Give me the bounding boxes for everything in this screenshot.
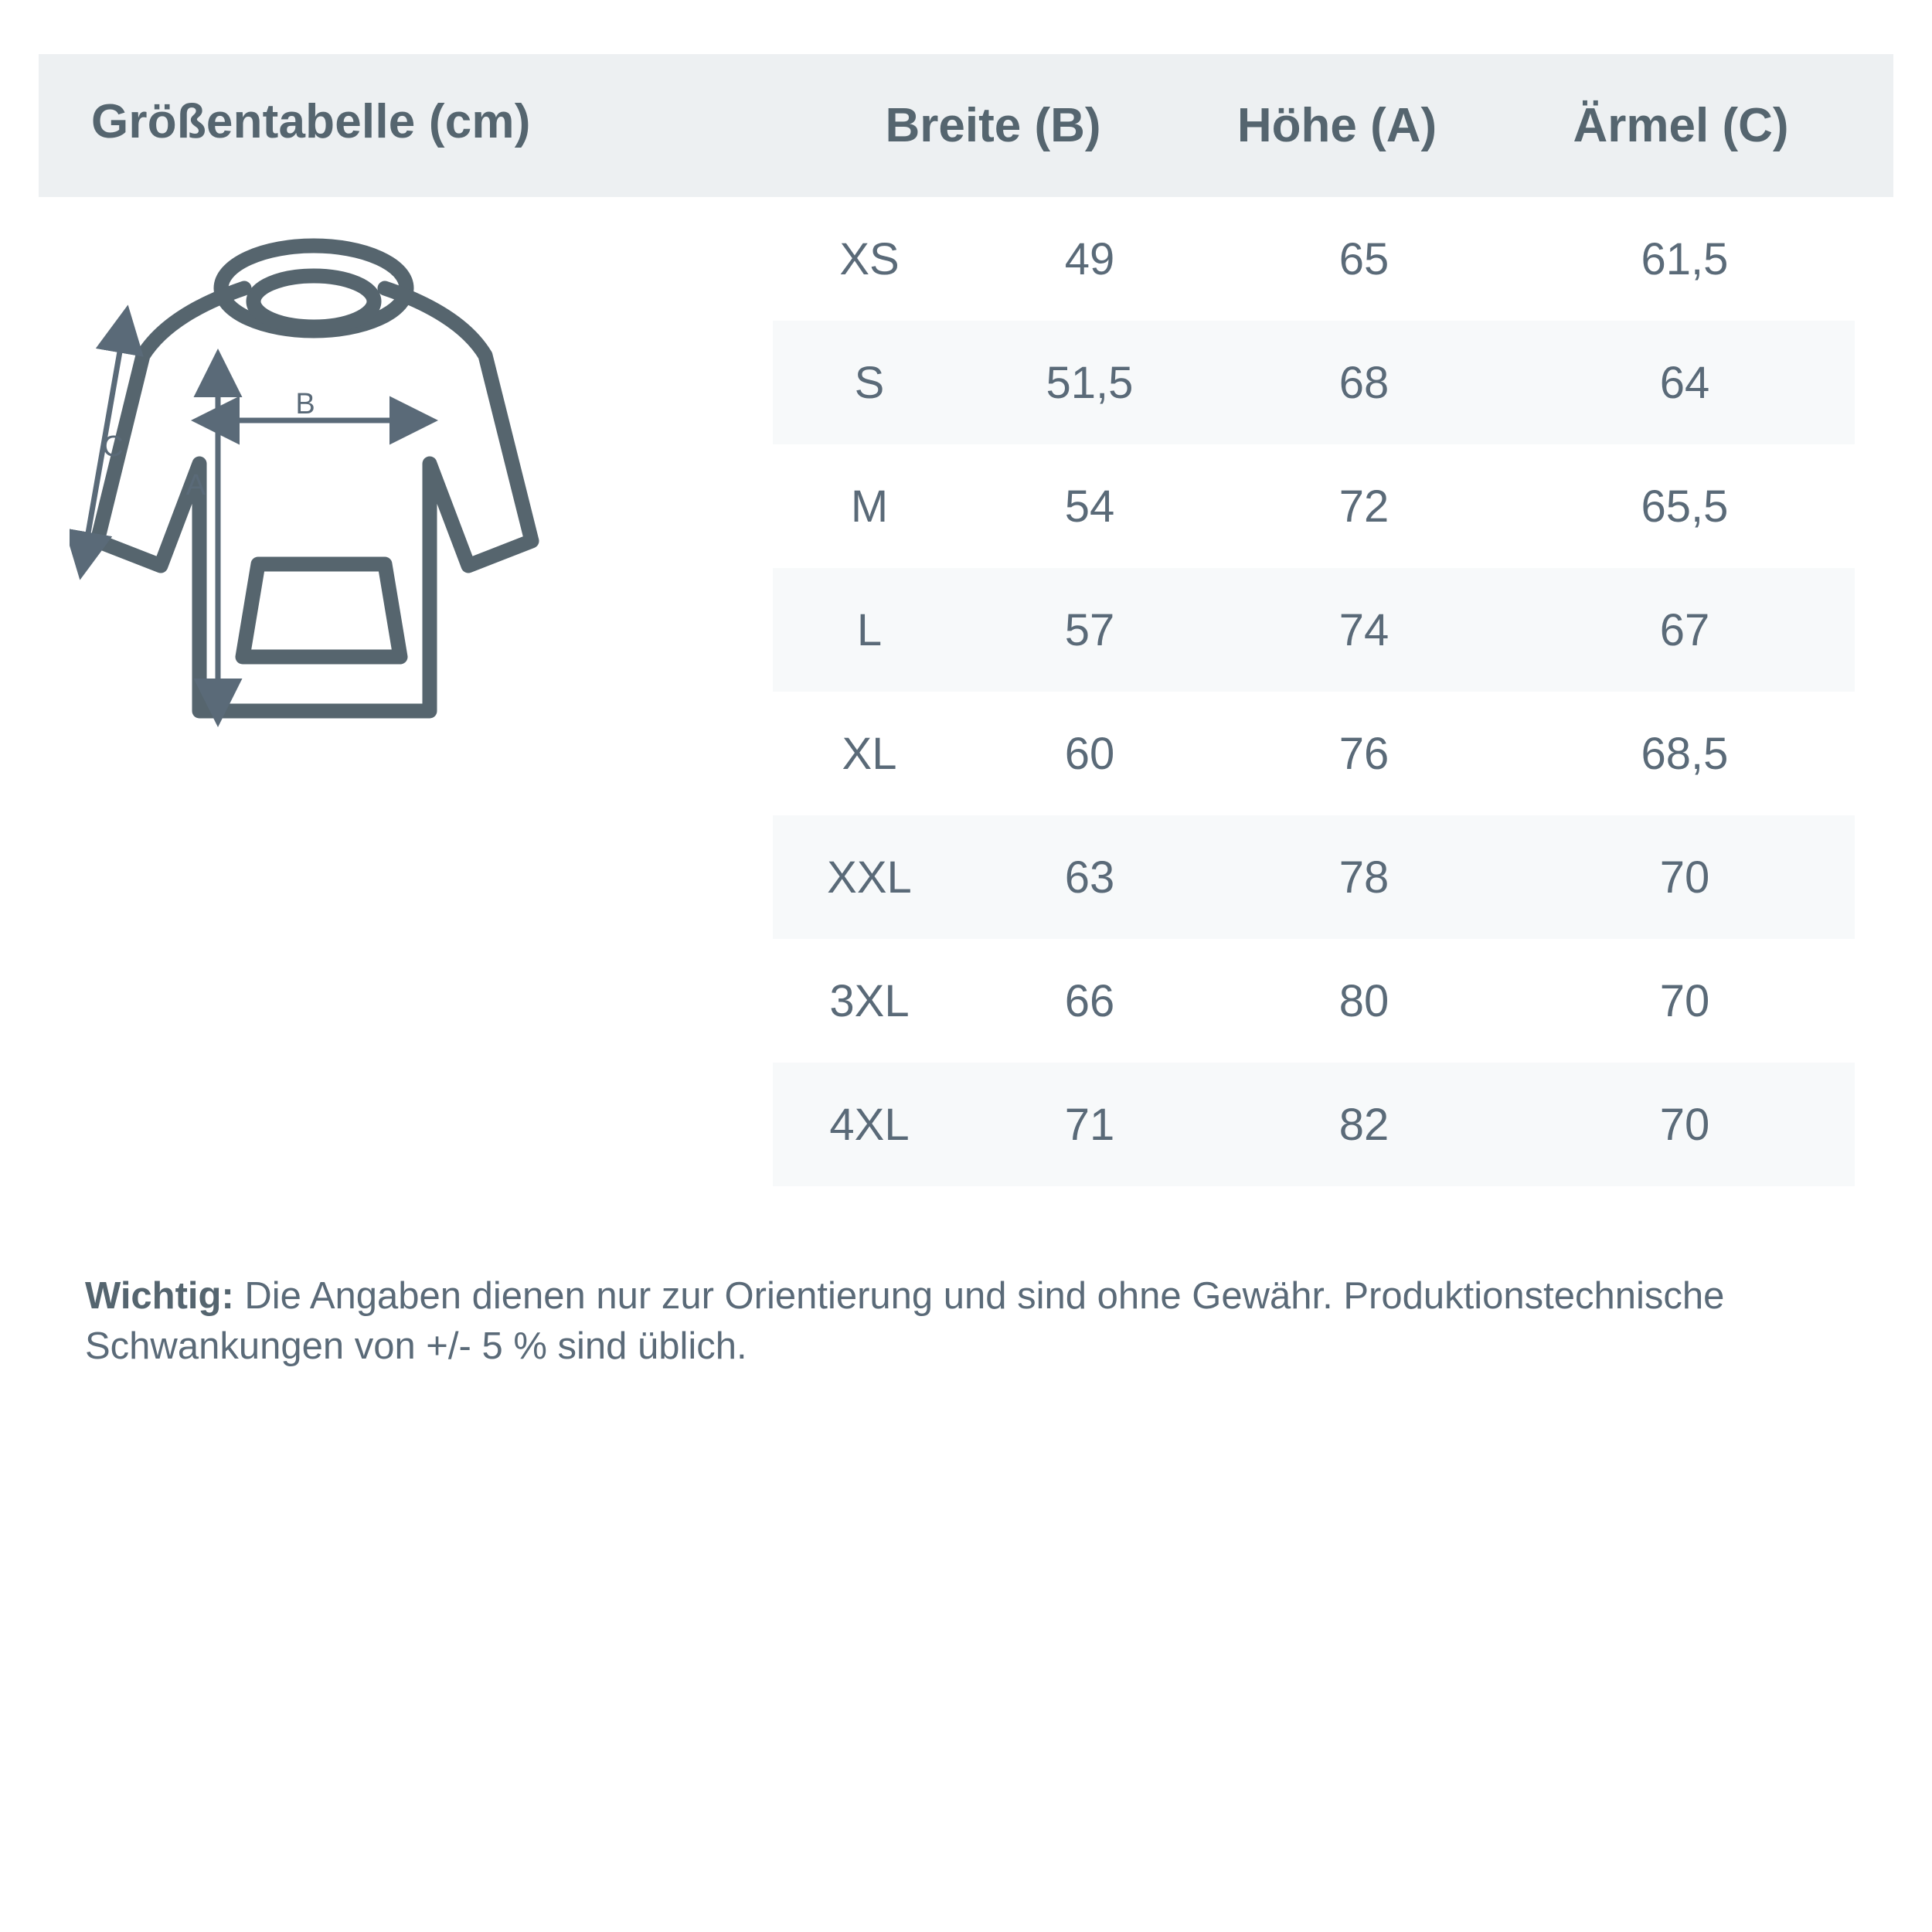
cell-width: 63 xyxy=(1064,852,1115,903)
cell-width: 71 xyxy=(1064,1099,1115,1150)
cell-height: 82 xyxy=(1338,1099,1389,1150)
cell-height: 72 xyxy=(1338,481,1389,532)
page-title: Größentabelle (cm) xyxy=(91,95,531,148)
cell-width: 54 xyxy=(1064,481,1115,532)
table-column-headers xyxy=(811,54,1893,197)
cell-sleeve: 70 xyxy=(1659,1099,1710,1150)
measure-label-b: B xyxy=(295,388,315,420)
hoodie-diagram xyxy=(70,232,765,819)
cell-size: S xyxy=(854,357,885,408)
cell-sleeve: 65,5 xyxy=(1641,481,1729,532)
cell-height: 74 xyxy=(1338,604,1389,655)
cell-height: 68 xyxy=(1338,357,1389,408)
cell-sleeve: 68,5 xyxy=(1641,728,1729,779)
column-header-width: Breite (B) xyxy=(885,99,1101,152)
disclaimer-label: Wichtig: xyxy=(85,1275,234,1317)
cell-width: 57 xyxy=(1064,604,1115,655)
table-row xyxy=(773,197,1855,321)
cell-height: 76 xyxy=(1338,728,1389,779)
cell-size: L xyxy=(856,604,883,655)
table-row xyxy=(773,568,1855,692)
cell-sleeve: 67 xyxy=(1659,604,1710,655)
table-row xyxy=(773,815,1855,939)
cell-sleeve: 64 xyxy=(1659,357,1710,408)
hoodie-outline-icon xyxy=(97,246,532,711)
cell-sleeve: 70 xyxy=(1659,975,1710,1026)
cell-size: M xyxy=(850,481,889,532)
disclaimer-note xyxy=(85,1271,1855,1371)
cell-height: 78 xyxy=(1338,852,1389,903)
table-row xyxy=(773,321,1855,444)
cell-height: 80 xyxy=(1338,975,1389,1026)
cell-size: 3XL xyxy=(829,975,910,1026)
measure-label-a: A xyxy=(185,469,206,502)
table-row xyxy=(773,939,1855,1063)
column-header-sleeve: Ärmel (C) xyxy=(1573,99,1789,152)
table-header-band xyxy=(39,54,1893,197)
cell-width: 51,5 xyxy=(1046,357,1134,408)
cell-size: 4XL xyxy=(829,1099,910,1150)
cell-sleeve: 70 xyxy=(1659,852,1710,903)
size-table xyxy=(773,197,1855,1186)
cell-size: XL xyxy=(842,728,897,779)
cell-width: 49 xyxy=(1064,233,1115,284)
table-row xyxy=(773,444,1855,568)
cell-sleeve: 61,5 xyxy=(1641,233,1729,284)
cell-height: 65 xyxy=(1338,233,1389,284)
measure-label-c: C xyxy=(102,430,124,463)
disclaimer-text: Die Angaben dienen nur zur Orientierung und sind ohne Gewähr. Produktionstechnische Schwankungen von +/- 5 % sind üblich. xyxy=(85,1275,1725,1367)
cell-size: XXL xyxy=(827,852,912,903)
cell-width: 66 xyxy=(1064,975,1115,1026)
table-row xyxy=(773,1063,1855,1186)
column-header-height: Höhe (A) xyxy=(1236,99,1437,152)
cell-width: 60 xyxy=(1064,728,1115,779)
table-row xyxy=(773,692,1855,815)
cell-size: XS xyxy=(839,233,900,284)
